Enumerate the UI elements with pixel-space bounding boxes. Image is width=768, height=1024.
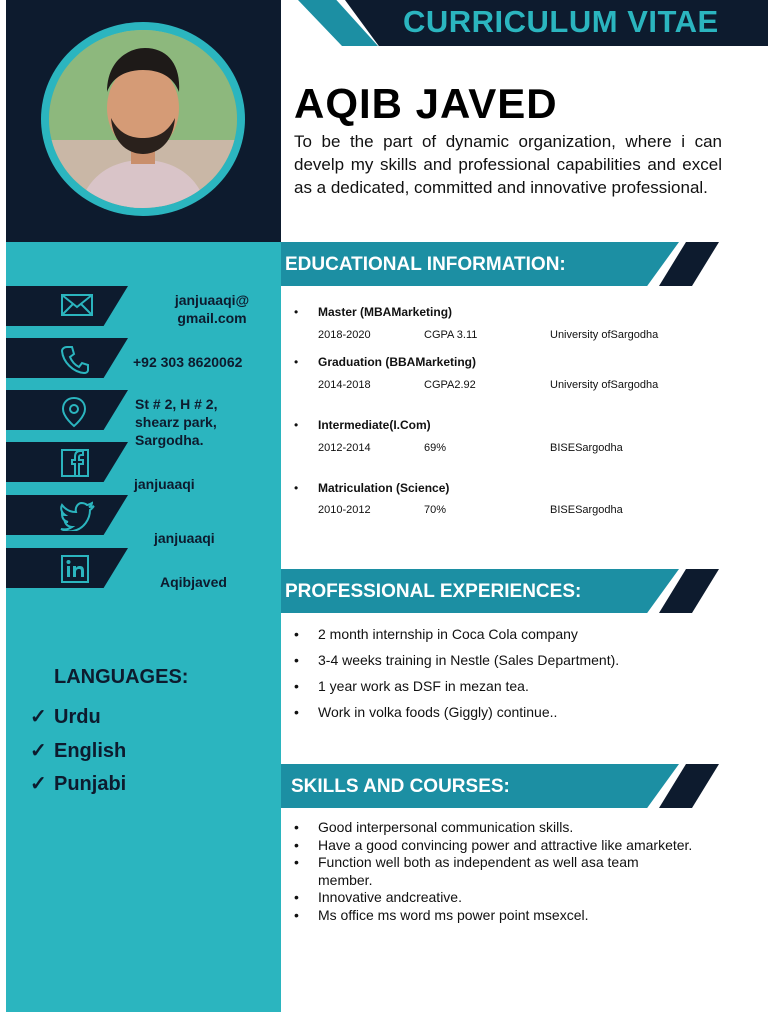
skills-header — [281, 764, 721, 808]
language-item — [30, 704, 101, 729]
language-label: Punjabi — [54, 773, 127, 795]
education-years: 2014-2018 — [318, 379, 371, 391]
education-degree: Master (MBAMarketing) — [318, 305, 453, 319]
email-text — [156, 291, 268, 327]
list-item: • 3-4 weeks training in Nestle (Sales Department). — [294, 647, 714, 673]
address-line-2: shearz park, — [135, 414, 217, 430]
checkmark-icon: ✓ — [30, 706, 47, 728]
bullet-icon: • — [294, 481, 299, 495]
section-title: EDUCATIONAL INFORMATION: — [285, 254, 566, 275]
address-line-1: St # 2, H # 2, — [135, 396, 218, 412]
education-grade: 70% — [424, 504, 447, 516]
objective-text: To be the part of dynamic organization, where i can develp my skills and professional capabilities and excel as a dedicated, committed and innovative professional. — [294, 132, 722, 197]
language-item — [30, 771, 126, 796]
candidate-name: AQIB JAVED — [294, 80, 558, 127]
education-institute: BISESargodha — [550, 504, 623, 516]
education-degree: Intermediate(I.Com) — [318, 418, 431, 432]
experience-list — [294, 621, 714, 725]
twitter-icon — [60, 501, 96, 531]
bullet-icon: • — [294, 418, 299, 432]
profile-photo-frame — [41, 22, 245, 216]
education-header — [281, 242, 721, 286]
address-text — [135, 395, 217, 449]
list-item: • Function well both as independent as well asa team member. — [294, 854, 694, 889]
profile-photo — [49, 30, 237, 208]
education-institute: University ofSargodha — [550, 329, 659, 341]
twitter-text: janjuaaqi — [154, 530, 215, 546]
location-pin-icon — [60, 396, 88, 428]
checkmark-icon: ✓ — [30, 773, 47, 795]
list-item: • 1 year work as DSF in mezan tea. — [294, 673, 714, 699]
education-degree: Graduation (BBAMarketing) — [318, 355, 477, 369]
education-institute: BISESargodha — [550, 442, 623, 454]
education-grade: 69% — [424, 442, 447, 454]
education-grade: CGPA2.92 — [424, 379, 476, 391]
facebook-text: janjuaaqi — [134, 476, 195, 492]
email-line-1: janjuaaqi@ — [174, 292, 250, 308]
checkmark-icon: ✓ — [30, 740, 47, 762]
facebook-icon — [60, 448, 90, 478]
language-label: English — [54, 740, 127, 762]
document-title: CURRICULUM VITAE — [403, 4, 719, 39]
section-title: PROFESSIONAL EXPERIENCES: — [285, 581, 582, 602]
education-years: 2012-2014 — [318, 442, 371, 454]
linkedin-icon — [60, 554, 90, 584]
list-item: • Ms office ms word ms power point msexcel. — [294, 907, 694, 925]
list-item: • Have a good convincing power and attractive like amarketer. — [294, 837, 694, 855]
education-institute: University ofSargodha — [550, 379, 659, 391]
phone-icon — [60, 344, 90, 374]
experience-header — [281, 569, 721, 613]
languages-title: LANGUAGES: — [54, 666, 189, 688]
bullet-icon: • — [294, 305, 299, 319]
education-grade: CGPA 3.11 — [424, 329, 478, 341]
education-degree: Matriculation (Science) — [318, 481, 450, 495]
address-line-3: Sargodha. — [135, 432, 204, 448]
list-item: • 2 month internship in Coca Cola company — [294, 621, 714, 647]
envelope-icon — [60, 292, 94, 318]
list-item: • Work in volka foods (Giggly) continue.. — [294, 699, 714, 725]
phone-text: +92 303 8620062 — [133, 354, 243, 370]
bullet-icon: • — [294, 355, 299, 369]
email-line-2: gmail.com — [177, 310, 247, 326]
education-years: 2018-2020 — [318, 329, 371, 341]
language-label: Urdu — [54, 706, 101, 728]
linkedin-text: Aqibjaved — [160, 574, 227, 590]
section-title: SKILLS AND COURSES: — [291, 776, 510, 797]
list-item: • Innovative andcreative. — [294, 889, 694, 907]
language-item — [30, 738, 126, 763]
person-portrait-icon — [49, 30, 237, 208]
education-years: 2010-2012 — [318, 504, 371, 516]
list-item: • Good interpersonal communication skills. — [294, 819, 694, 837]
skills-list — [294, 819, 694, 924]
